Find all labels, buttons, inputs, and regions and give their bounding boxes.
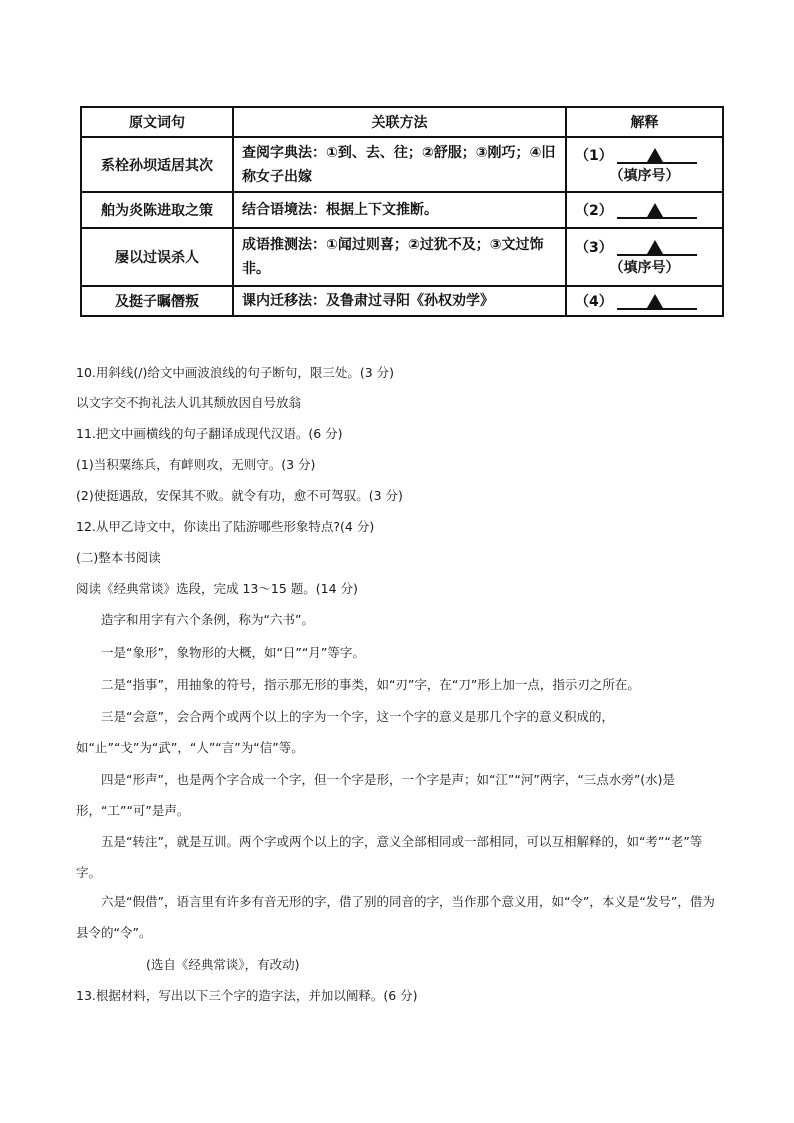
answer-number: （2） xyxy=(575,203,613,219)
row-method: 查阅字典法：①到、去、往；②舒服；③刚巧；④旧称女子出嫁 xyxy=(233,137,566,192)
triangle-icon xyxy=(647,203,663,217)
question-10: 10.用斜线(/)给文中画波浪线的句子断句，限三处。(3 分) xyxy=(76,365,395,380)
row-method: 结合语境法：根据上下文推断。 xyxy=(233,192,566,228)
row-method: 课内迁移法：及鲁肃过寻阳《孙权劝学》 xyxy=(233,286,566,316)
header-original: 原文词句 xyxy=(81,107,233,137)
triangle-icon xyxy=(647,240,663,254)
table-row xyxy=(81,137,723,192)
row-original: 屡以过误杀人 xyxy=(81,228,233,286)
answer-blank[interactable] xyxy=(617,146,697,164)
passage-paragraph: 四是“形声”，也是两个字合成一个字，但一个字是形，一个字是声；如“江”“河”两字，“三点水旁”(水)是形，“工”“可”是声。 xyxy=(76,772,676,818)
answer-blank[interactable] xyxy=(617,201,697,219)
question-11-2: (2)使挺遇敌，安保其不败。就令有功，愈不可驾驭。(3 分) xyxy=(76,488,403,503)
row-original: 及挺子瞩僭叛 xyxy=(81,286,233,316)
row-answer xyxy=(566,192,723,228)
triangle-icon xyxy=(647,294,663,308)
answer-blank[interactable] xyxy=(617,292,697,310)
answer-number: （1） xyxy=(575,147,613,164)
passage-paragraph: 一是“象形”，象物形的大概，如“日”“月”等字。 xyxy=(101,645,365,660)
header-method: 关联方法 xyxy=(233,107,566,137)
passage-paragraph: 六是“假借”，语言里有许多有音无形的字，借了别的同音的字，当作那个意义用，如“令”，本义是“发号”，借为县令的“令”。 xyxy=(76,894,715,940)
section-heading: (二)整本书阅读 xyxy=(76,550,161,565)
reading-intro: 阅读《经典常谈》选段，完成 13～15 题。(14 分) xyxy=(76,581,358,596)
passage-source: (选自《经典常谈》，有改动) xyxy=(146,957,300,972)
row-answer xyxy=(566,228,723,286)
row-answer xyxy=(566,137,723,192)
passage-paragraph: 二是“指事”，用抽象的符号，指示那无形的事类，如“刃”字，在“刀”形上加一点，指示刃之所在。 xyxy=(101,677,640,692)
question-11: 11.把文中画横线的句子翻译成现代汉语。(6 分) xyxy=(76,426,343,441)
answer-note: （填序号） xyxy=(609,260,680,276)
passage-paragraph: 三是“会意”，会合两个或两个以上的字为一个字，这一个字的意义是那几个字的意义积成的，如“止”“戈”为“武”，“人”“言”为“信”等。 xyxy=(76,709,614,755)
row-answer xyxy=(566,286,723,316)
table-row xyxy=(81,286,723,316)
question-10-text: 以文字交不拘礼法人讥其颓放因自号放翁 xyxy=(76,395,302,410)
answer-number: （4） xyxy=(575,294,613,310)
passage-paragraph: 造字和用字有六个条例，称为“六书”。 xyxy=(101,612,314,627)
question-11-1: (1)当积粟练兵，有衅则攻，无则守。(3 分) xyxy=(76,457,316,472)
row-method: 成语推测法：①闻过则喜；②过犹不及；③文过饰非。 xyxy=(233,228,566,286)
answer-number: （3） xyxy=(575,240,613,256)
question-12: 12.从甲乙诗文中，你读出了陆游哪些形象特点?(4 分) xyxy=(76,519,375,534)
row-original: 系栓孙坝适居其次 xyxy=(81,137,233,192)
word-meaning-table xyxy=(80,106,724,317)
table-row xyxy=(81,228,723,286)
row-original: 舶为炎陈进取之策 xyxy=(81,192,233,228)
answer-blank[interactable] xyxy=(617,238,697,256)
passage-paragraph: 五是“转注”，就是互训。两个字或两个以上的字，意义全部相同或一部相同，可以互相解释的，如“考”“老”等字。 xyxy=(76,834,703,880)
header-explanation: 解释 xyxy=(566,107,723,137)
question-13: 13.根据材料，写出以下三个字的造字法，并加以阐释。(6 分) xyxy=(76,988,418,1003)
table-row xyxy=(81,192,723,228)
table-header-row xyxy=(81,107,723,137)
triangle-icon xyxy=(647,148,663,162)
answer-note: （填序号） xyxy=(609,167,680,184)
